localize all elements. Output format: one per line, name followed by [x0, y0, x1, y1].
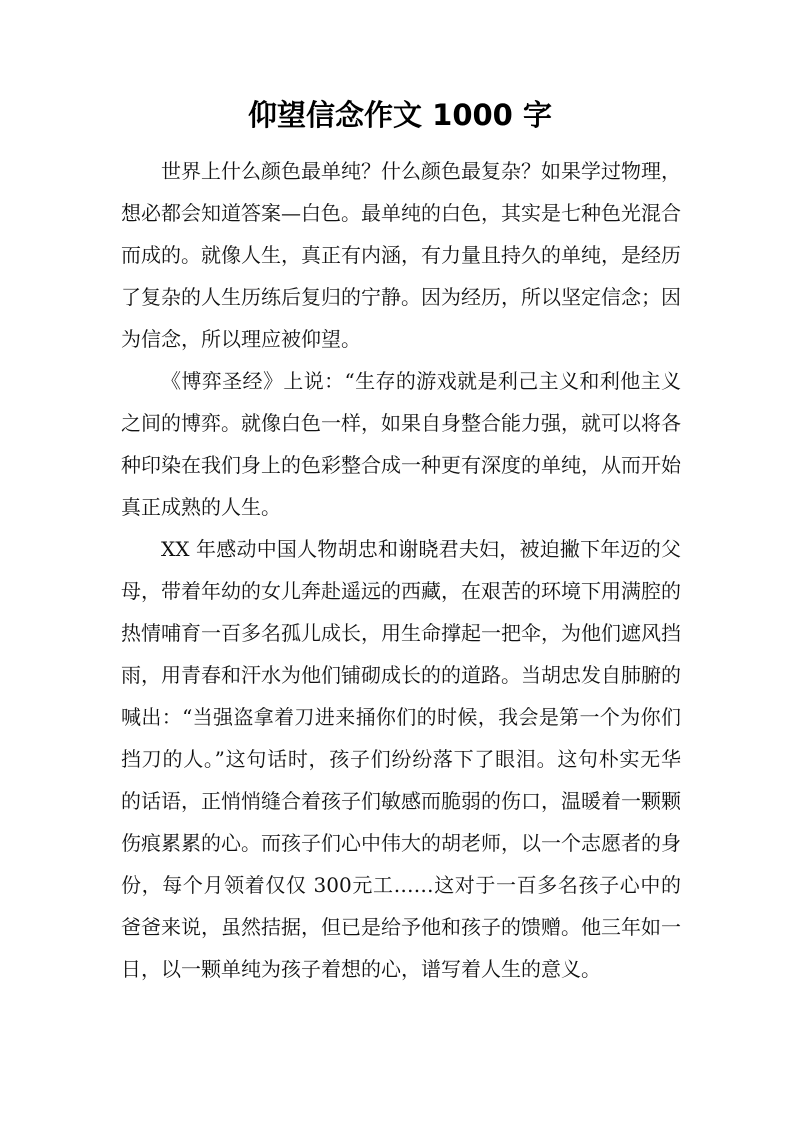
document-title: 仰望信念作文 1000 字	[248, 98, 552, 132]
document-body	[121, 150, 681, 990]
paragraph-2: 《博弈圣经》上说：“生存的游戏就是利己主义和利他主义之间的博弈。就像白色一样，如果自身整合能力强，就可以将各种印染在我们身上的色彩整合成一种更有深度的单纯，从而开始真正成熟的人生。	[121, 369, 681, 519]
paragraph-3: XX 年感动中国人物胡忠和谢晓君夫妇，被迫撇下年迈的父母，带着年幼的女儿奔赴遥远的西藏，在艰苦的环境下用满腔的热情哺育一百多名孤儿成长，用生命撑起一把伞，为他们遮风挡雨，用青春和汗水为他们铺砌成长的的道路。当胡忠发自肺腑的喊出：“当强盗拿着刀进来捅你们的时候，我会是第一个为你们挡刀的人。”这句话时，孩子们纷纷落下了眼泪。这句朴实无华的话语，正悄悄缝合着孩子们敏感而脆弱的伤口，温暖着一颗颗伤痕累累的心。而孩子们心中伟大的胡老师，以一个志愿者的身份，每个月领着仅仅 300元工……这对于一百多名孩子心中的爸爸来说，虽然拮据，但已是给予他和孩子的馈赠。他三年如一日，以一颗单纯为孩子着想的心，谱写着人生的意义。	[121, 537, 681, 981]
paragraph-1: 世界上什么颜色最单纯？什么颜色最复杂？如果学过物理，想必都会知道答案—白色。最单纯的白色，其实是七种色光混合而成的。就像人生，真正有内涵，有力量且持久的单纯，是经历了复杂的人生历练后复归的宁静。因为经历，所以坚定信念；因为信念，所以理应被仰望。	[121, 159, 681, 351]
